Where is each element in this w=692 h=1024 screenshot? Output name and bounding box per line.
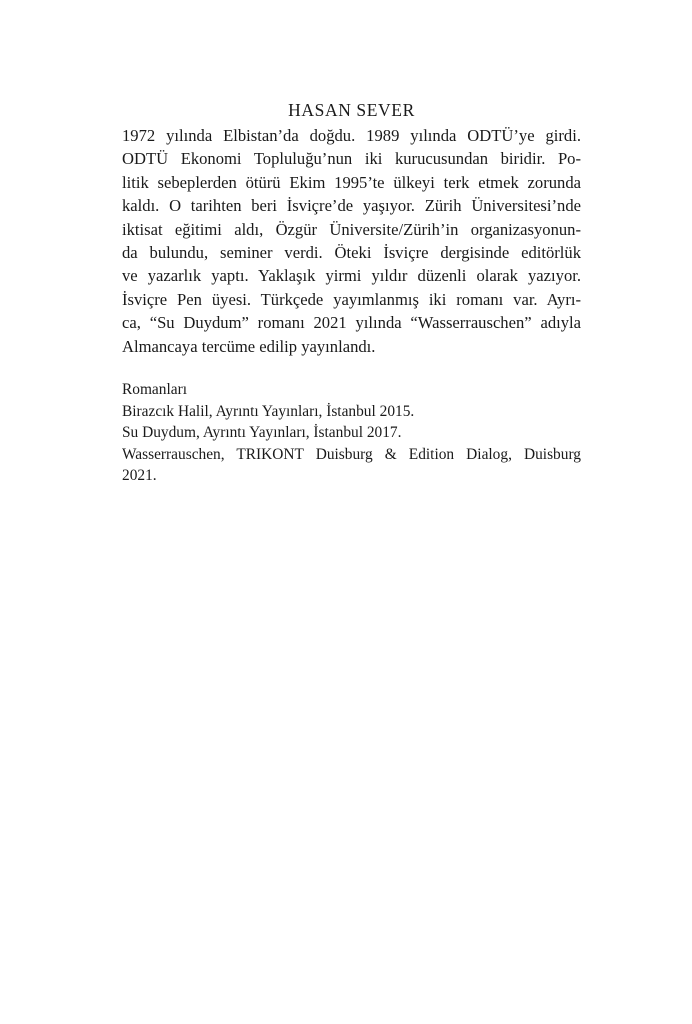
bio-line: 1972 yılında Elbistan’da doğdu. 1989 yılında ODTÜ’ye girdi. <box>122 126 581 145</box>
novels-heading: Romanları <box>122 381 187 399</box>
author-bio-page <box>122 96 581 487</box>
novel-entry: Birazcık Halil, Ayrıntı Yayınları, İstanbul 2015. <box>122 402 415 420</box>
bio-line: litik sebeplerden ötürü Ekim 1995’te ülkeyi terk etmek zorunda <box>122 172 581 192</box>
novel-entry: Wasserrauschen, TRIKONT Duisburg & Edition Dialog, Duisburg <box>122 445 581 463</box>
bio-line: İsviçre Pen üyesi. Türkçede yayımlanmış iki romanı var. Ayrı- <box>122 289 581 309</box>
biography-paragraph <box>122 124 581 358</box>
bio-line: Almancaya tercüme edilip yayınlandı. <box>122 336 376 356</box>
novel-entry-continued: 2021. <box>122 467 157 485</box>
bio-line: ca, “Su Duydum” romanı 2021 yılında “Wasserrauschen” adıyla <box>122 313 581 333</box>
bio-line: ve yazarlık yaptı. Yaklaşık yirmi yıldır düzenli olarak yazıyor. <box>122 266 581 286</box>
bio-line: iktisat eğitimi aldı, Özgür Üniversite/Zürih’in organizasyonun- <box>122 219 581 239</box>
novel-entry: Su Duydum, Ayrıntı Yayınları, İstanbul 2017. <box>122 424 402 442</box>
bio-line: kaldı. O tarihten beri İsviçre’de yaşıyor. Zürih Üniversitesi’nde <box>122 196 581 216</box>
bio-line: da bulundu, seminer verdi. Öteki İsviçre dergisinde editörlük <box>122 243 581 263</box>
author-name: HASAN SEVER <box>288 100 415 120</box>
novels-list <box>122 379 581 487</box>
bio-line: ODTÜ Ekonomi Topluluğu’nun iki kurucusundan biridir. Po- <box>122 149 581 169</box>
